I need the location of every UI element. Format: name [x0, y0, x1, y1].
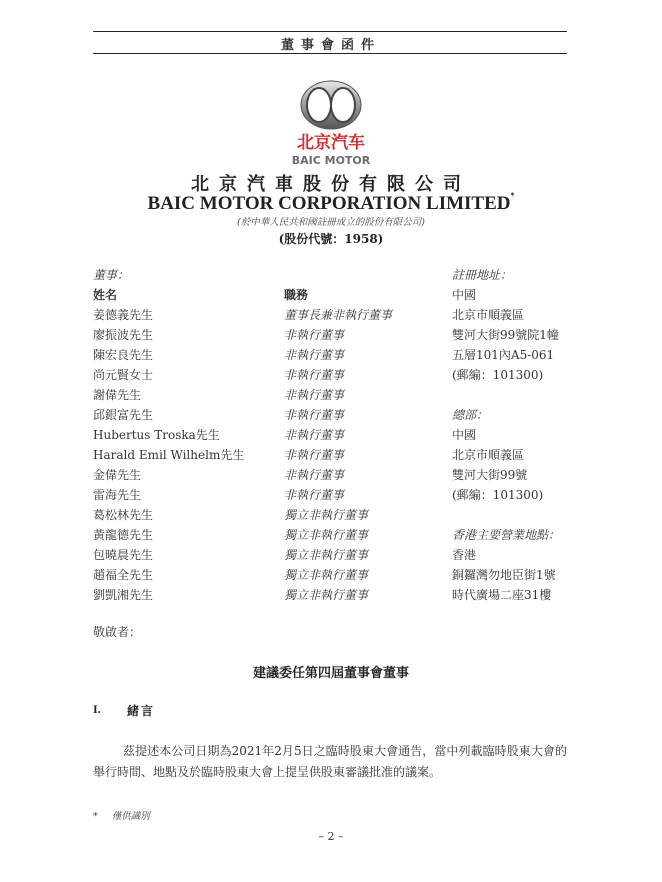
address-line: 時代廣場二座31樓	[452, 588, 552, 602]
director-position: 獨立非執行董事	[284, 508, 369, 522]
director-name: 姜德義先生	[93, 308, 154, 322]
section-number: I.	[93, 702, 101, 716]
director-name: 陳宏良先生	[93, 348, 154, 362]
headquarters-label: 總部：	[452, 408, 489, 422]
stock-code: (股份代號：1958)	[278, 232, 384, 246]
address-line: (郵編：101300)	[452, 368, 544, 382]
company-name-english: BAIC MOTOR CORPORATION LIMITED	[147, 193, 511, 214]
director-position: 獨立非執行董事	[284, 548, 369, 562]
director-position: 獨立非執行董事	[284, 528, 369, 542]
directors-label: 董事：	[93, 268, 130, 282]
address-line: 雙河大街99號	[452, 468, 528, 482]
header-title: 董事會函件	[280, 38, 381, 53]
address-line: 北京市順義區	[452, 448, 525, 462]
director-position: 非執行董事	[284, 468, 345, 482]
director-name: 金偉先生	[93, 468, 142, 482]
company-logo	[280, 80, 382, 168]
director-position: 獨立非執行董事	[284, 588, 369, 602]
letter-title: 建議委任第四屆董事會董事	[252, 666, 409, 681]
address-line: 香港	[452, 548, 477, 562]
company-name-chinese: 北京汽車股份有限公司	[191, 174, 471, 195]
director-position: 獨立非執行董事	[284, 568, 369, 582]
director-name: 廖振波先生	[93, 328, 154, 342]
position-column-header: 職務	[284, 288, 309, 302]
director-name: 邱銀富先生	[93, 408, 154, 422]
director-position: 非執行董事	[284, 448, 345, 462]
address-line: (郵編：101300)	[452, 488, 544, 502]
identification-mark: *	[510, 191, 515, 200]
name-column-header: 姓名	[93, 288, 118, 302]
director-position: 董事長兼非執行董事	[284, 308, 393, 322]
director-position: 非執行董事	[284, 368, 345, 382]
director-position: 非執行董事	[284, 428, 345, 442]
section-paragraph: 茲提述本公司日期為2021年2月5日之臨時股東大會通告，當中列載臨時股東大會的舉行時間、地點及於臨時股東大會上提呈供股東審議批准的議案。	[93, 744, 567, 779]
director-position: 非執行董事	[284, 328, 345, 342]
salutation: 敬啟者：	[93, 625, 142, 639]
address-line: 中國	[452, 428, 477, 442]
address-line: 銅鑼灣勿地臣街1號	[452, 568, 556, 582]
address-line: 五層101內A5-061	[452, 348, 555, 362]
section-title: 緒言	[127, 704, 156, 718]
director-name: 劉凱湘先生	[93, 588, 154, 602]
director-name: 謝偉先生	[93, 388, 142, 402]
svg-text:BAIC MOTOR: BAIC MOTOR	[291, 154, 371, 167]
directors-address-table	[93, 265, 573, 605]
registered-address-label: 註冊地址：	[452, 268, 513, 282]
svg-text:北京汽车: 北京汽车	[297, 133, 365, 153]
baic-logo-icon	[280, 80, 382, 168]
director-name: 雷海先生	[93, 488, 142, 502]
director-position: 非執行董事	[284, 388, 345, 402]
incorporation-note: (於中華人民共和國註冊成立的股份有限公司)	[237, 217, 425, 228]
address-line: 雙河大街99號院1幢	[452, 328, 559, 342]
director-name: 葛松林先生	[93, 508, 154, 522]
address-line: 中國	[452, 288, 477, 302]
director-position: 非執行董事	[284, 348, 345, 362]
director-name: Hubertus Troska先生	[93, 428, 220, 442]
director-name: 趙福全先生	[93, 568, 154, 582]
page-number: – 2 –	[318, 830, 344, 843]
director-name: 包曉晨先生	[93, 548, 154, 562]
company-name-english-wrap	[0, 193, 662, 215]
header-top-rule	[93, 31, 567, 32]
footnote-mark: *	[93, 811, 98, 822]
director-position: 非執行董事	[284, 408, 345, 422]
header-bottom-rule	[93, 53, 567, 54]
footnote-text: 僅供識別	[111, 811, 150, 822]
hong-kong-office-label: 香港主要營業地點：	[452, 528, 561, 542]
footnote	[93, 808, 164, 822]
director-name: Harald Emil Wilhelm先生	[93, 448, 245, 462]
director-name: 黃龍德先生	[93, 528, 154, 542]
director-position: 非執行董事	[284, 488, 345, 502]
address-line: 北京市順義區	[452, 308, 525, 322]
director-name: 尚元賢女士	[93, 368, 154, 382]
